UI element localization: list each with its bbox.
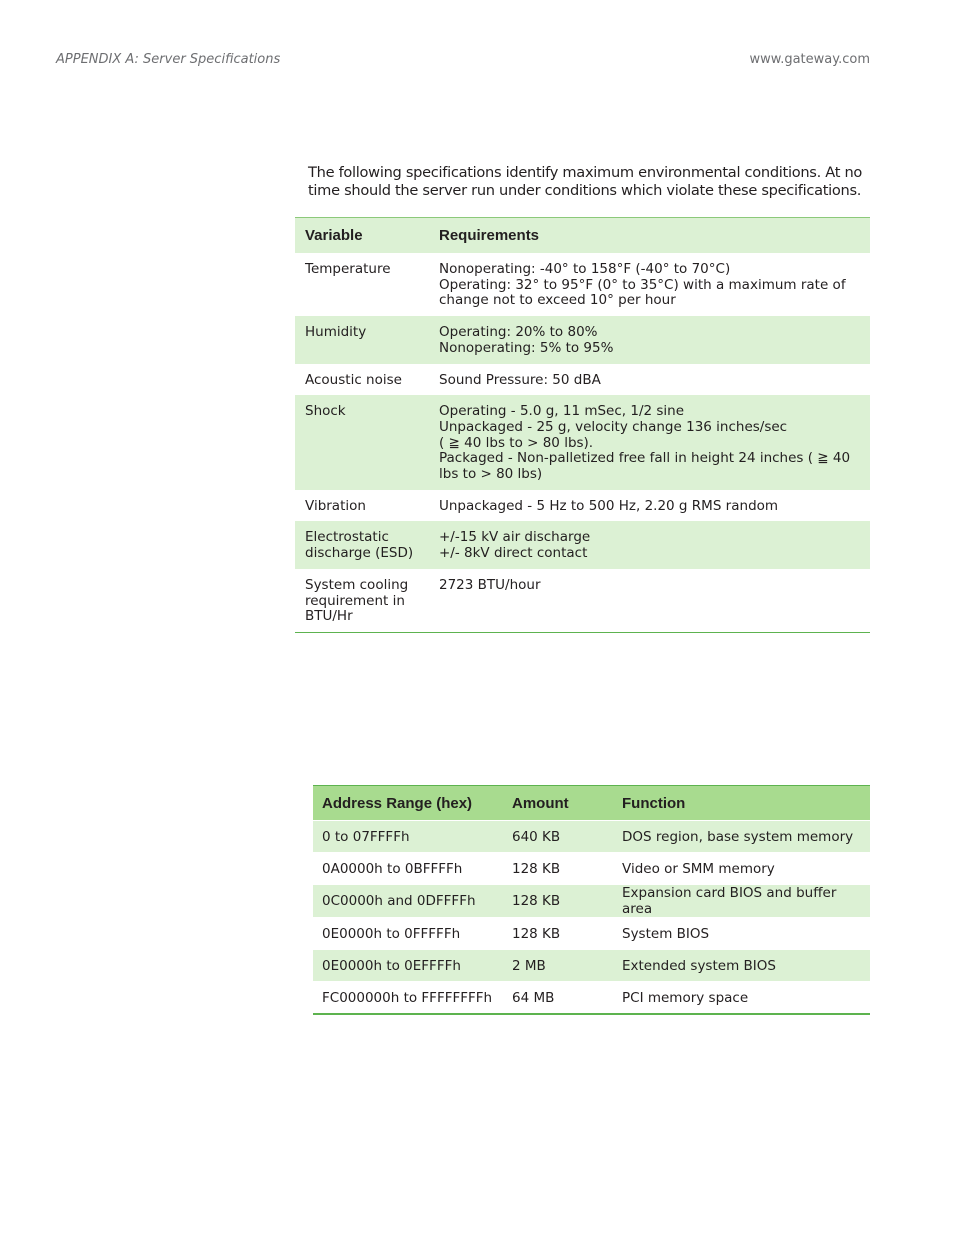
amount-cell: 2 MB [503, 950, 613, 982]
table-header-row [295, 218, 870, 254]
running-header-section: APPENDIX A: Server Specifications [56, 52, 281, 67]
requirement-line: Unpackaged - 5 Hz to 500 Hz, 2.20 g RMS random [439, 497, 779, 514]
function-cell: DOS region, base system memory [613, 821, 870, 853]
variable-cell: Vibration [305, 497, 366, 514]
address-range-cell: 0C0000h and 0DFFFFh [313, 885, 503, 918]
requirements-cell [429, 253, 870, 316]
table-row [313, 885, 870, 918]
variable-cell: Humidity [295, 316, 429, 363]
column-header-variable: Variable [295, 218, 429, 254]
requirement-line: Operating: 20% to 80% [439, 324, 598, 341]
function-cell: Extended system BIOS [613, 950, 870, 982]
environmental-spec-table [295, 217, 870, 633]
variable-cell: System cooling requirement in BTU/Hr [295, 569, 429, 633]
table-row [313, 982, 870, 1015]
requirement-line: Nonoperating: 5% to 95% [439, 339, 614, 356]
requirement-line: +/- 8kV direct contact [439, 545, 588, 562]
address-range-cell: FC000000h to FFFFFFFFh [313, 982, 503, 1015]
function-cell: System BIOS [613, 918, 870, 950]
function-cell: Video or SMM memory [613, 853, 870, 885]
column-header-function: Function [613, 786, 870, 821]
table-header-row [313, 786, 870, 821]
requirement-line: Operating: 32° to 95°F (0° to 35°C) with a maximum rate of change not to exceed 10° per hour [439, 276, 846, 309]
running-header-url: www.gateway.com [749, 52, 870, 67]
requirement-line: +/-15 kV air discharge [439, 529, 591, 546]
table-row [313, 918, 870, 950]
address-range-cell: 0E0000h to 0EFFFFh [313, 950, 503, 982]
requirement-line: Unpackaged - 25 g, velocity change 136 inches/sec [439, 418, 788, 435]
variable-cell: Acoustic noise [305, 371, 402, 388]
variable-cell: Shock [295, 395, 429, 490]
address-range-cell: 0 to 07FFFFh [313, 821, 503, 853]
requirement-line: Sound Pressure: 50 dBA [439, 371, 601, 388]
table-row [295, 490, 870, 522]
amount-cell: 128 KB [503, 853, 613, 885]
amount-cell: 64 MB [503, 982, 613, 1015]
requirements-cell [429, 395, 870, 490]
requirements-cell [429, 521, 870, 568]
address-range-cell: 0A0000h to 0BFFFFh [313, 853, 503, 885]
requirements-cell [429, 364, 870, 396]
table-row [295, 364, 870, 396]
column-header-amount: Amount [503, 786, 613, 821]
table-row [295, 316, 870, 363]
requirements-cell [429, 316, 870, 363]
table-row [313, 821, 870, 853]
requirements-cell [429, 490, 870, 522]
table-row [313, 950, 870, 982]
amount-cell: 640 KB [503, 821, 613, 853]
table-row [295, 395, 870, 490]
requirement-line: Nonoperating: -40° to 158°F (-40° to 70°C) [439, 261, 731, 277]
requirement-line: Operating - 5.0 g, 11 mSec, 1/2 sine [439, 403, 685, 420]
intro-paragraph: The following specifications identify maximum environmental conditions. At no time should the server run under conditions which violate these specifications. [308, 164, 863, 199]
variable-cell: Electrostatic discharge (ESD) [295, 521, 429, 568]
requirement-line: Packaged - Non-palletized free fall in height 24 inches ( ≧ 40 lbs to > 80 lbs) [439, 450, 851, 483]
table-row [295, 569, 870, 633]
column-header-requirements: Requirements [429, 218, 870, 254]
memory-map-table [313, 785, 870, 1015]
table-row [313, 853, 870, 885]
function-cell: PCI memory space [613, 982, 870, 1015]
table-row [295, 253, 870, 316]
requirement-line: ( ≧ 40 lbs to > 80 lbs). [439, 434, 594, 451]
requirements-cell [429, 569, 870, 633]
amount-cell: 128 KB [503, 918, 613, 950]
address-range-cell: 0E0000h to 0FFFFFh [313, 918, 503, 950]
column-header-address-range: Address Range (hex) [313, 786, 503, 821]
requirement-line: 2723 BTU/hour [439, 576, 541, 593]
amount-cell: 128 KB [503, 885, 613, 918]
table-row [295, 521, 870, 568]
variable-cell: Temperature [305, 261, 391, 277]
function-cell: Expansion card BIOS and buffer area [613, 885, 870, 918]
